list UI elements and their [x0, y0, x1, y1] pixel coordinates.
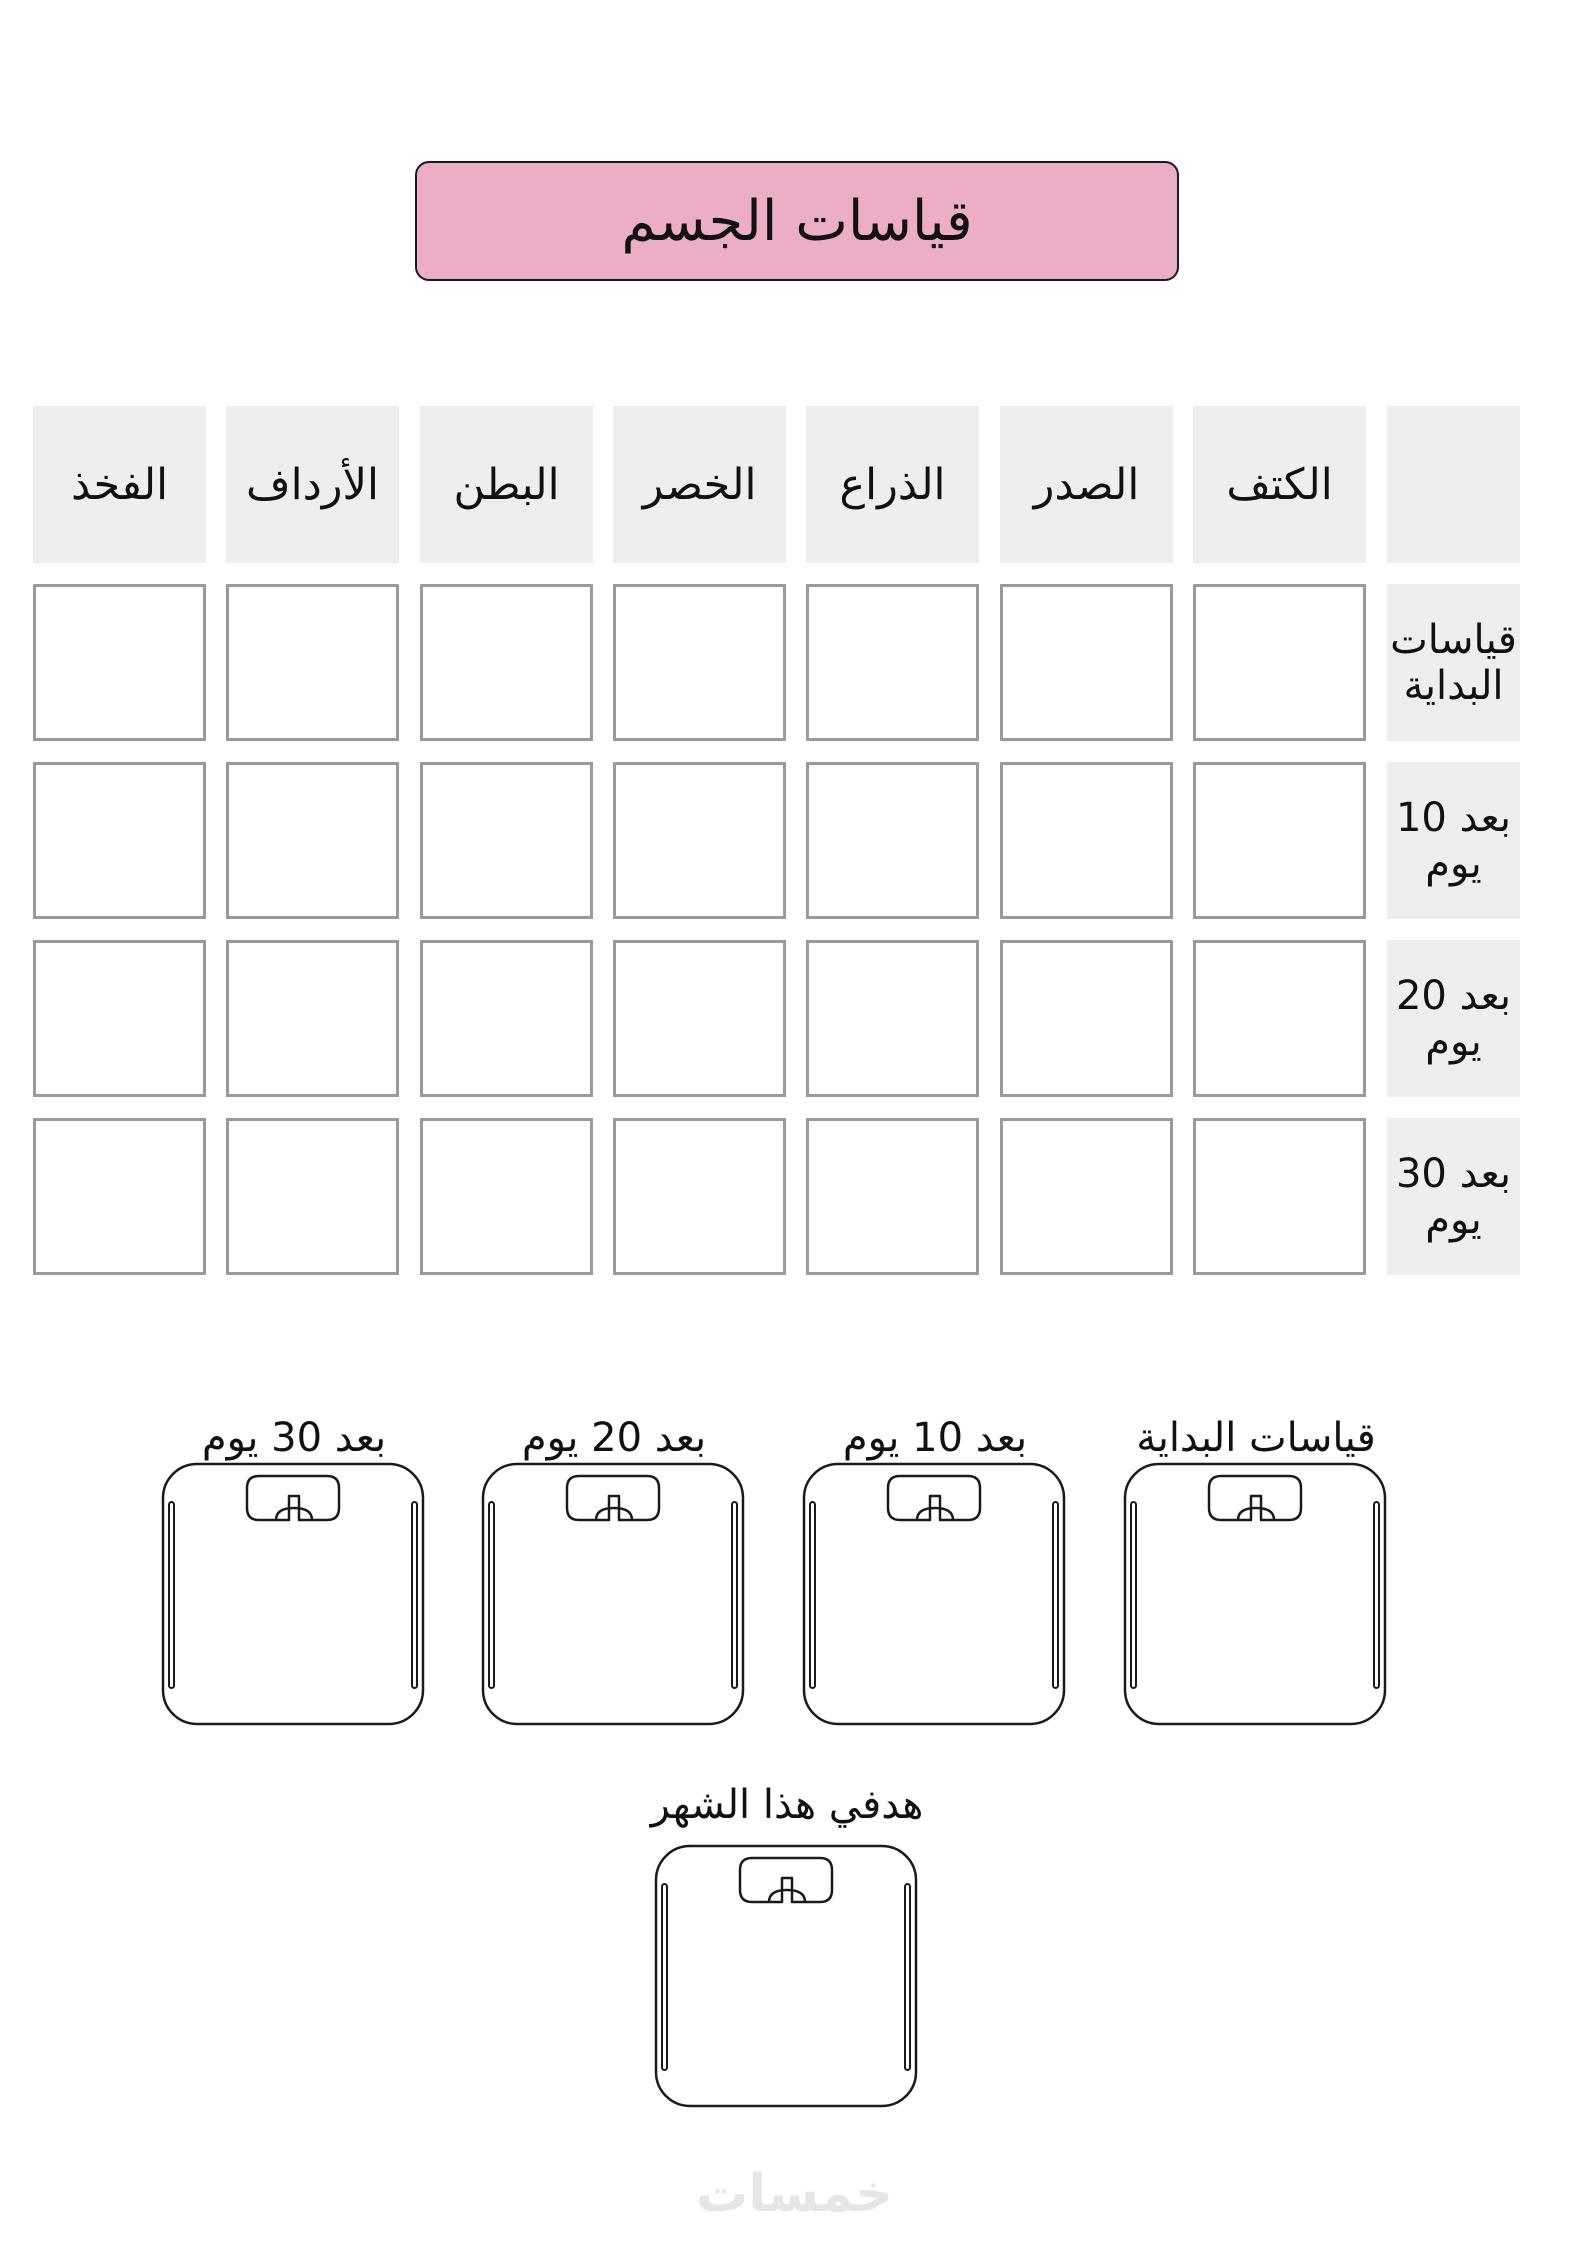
header-hips: الأرداف	[226, 406, 399, 563]
measurement-cell-day-30-col-6[interactable]	[226, 1118, 399, 1275]
measurement-cell-day-20-col-7[interactable]	[33, 940, 206, 1097]
header-shoulder: الكتف	[1193, 406, 1366, 563]
scale-goal-bathroom-scale-icon[interactable]	[654, 1844, 918, 2108]
scale-label-start: قياسات البداية	[1136, 1415, 1376, 1461]
measurement-cell-start-col-3[interactable]	[806, 584, 979, 741]
header-arm: الذراع	[806, 406, 979, 563]
measurement-cell-day-20-col-5[interactable]	[420, 940, 593, 1097]
measurement-cell-day-10-col-1[interactable]	[1193, 762, 1366, 919]
scale-start-bathroom-scale-icon[interactable]	[1123, 1462, 1387, 1726]
header-thigh: الفخذ	[33, 406, 206, 563]
scale-label-day-20: بعد 20 يوم	[521, 1415, 707, 1461]
scale-label-day-30: بعد 30 يوم	[201, 1415, 387, 1461]
measurement-cell-day-10-col-6[interactable]	[226, 762, 399, 919]
measurement-cell-start-col-7[interactable]	[33, 584, 206, 741]
header-corner-cell	[1387, 406, 1520, 563]
measurement-cell-day-10-col-4[interactable]	[613, 762, 786, 919]
measurement-cell-day-10-col-2[interactable]	[1000, 762, 1173, 919]
row-label-day-10: بعد 10 يوم	[1387, 762, 1520, 919]
measurement-cell-day-10-col-5[interactable]	[420, 762, 593, 919]
measurement-cell-start-col-2[interactable]	[1000, 584, 1173, 741]
measurement-cell-start-col-1[interactable]	[1193, 584, 1366, 741]
scale-label-day-10: بعد 10 يوم	[842, 1415, 1028, 1461]
measurement-cell-start-col-6[interactable]	[226, 584, 399, 741]
measurement-cell-day-10-col-7[interactable]	[33, 762, 206, 919]
scale-label-goal: هدفي هذا الشهر	[650, 1782, 924, 1828]
measurement-cell-day-20-col-1[interactable]	[1193, 940, 1366, 1097]
scale-day-10-bathroom-scale-icon[interactable]	[802, 1462, 1066, 1726]
measurement-cell-day-30-col-7[interactable]	[33, 1118, 206, 1275]
row-label-start: قياسات البداية	[1387, 584, 1520, 741]
measurement-cell-day-20-col-2[interactable]	[1000, 940, 1173, 1097]
measurement-cell-day-30-col-2[interactable]	[1000, 1118, 1173, 1275]
header-waist: الخصر	[613, 406, 786, 563]
measurement-cell-day-20-col-4[interactable]	[613, 940, 786, 1097]
measurement-cell-start-col-4[interactable]	[613, 584, 786, 741]
measurement-cell-start-col-5[interactable]	[420, 584, 593, 741]
row-label-day-20: بعد 20 يوم	[1387, 940, 1520, 1097]
measurement-cell-day-20-col-3[interactable]	[806, 940, 979, 1097]
scale-day-20-bathroom-scale-icon[interactable]	[481, 1462, 745, 1726]
khamsat-logo: خمسات	[695, 2164, 893, 2224]
scale-day-30-bathroom-scale-icon[interactable]	[161, 1462, 425, 1726]
row-label-day-30: بعد 30 يوم	[1387, 1118, 1520, 1275]
header-belly: البطن	[420, 406, 593, 563]
page-title-text: قياسات الجسم	[621, 188, 973, 254]
page-title	[415, 161, 1179, 281]
measurement-cell-day-30-col-1[interactable]	[1193, 1118, 1366, 1275]
measurement-cell-day-30-col-4[interactable]	[613, 1118, 786, 1275]
measurement-cell-day-30-col-5[interactable]	[420, 1118, 593, 1275]
header-chest: الصدر	[1000, 406, 1173, 563]
measurement-cell-day-30-col-3[interactable]	[806, 1118, 979, 1275]
measurement-cell-day-10-col-3[interactable]	[806, 762, 979, 919]
measurement-cell-day-20-col-6[interactable]	[226, 940, 399, 1097]
